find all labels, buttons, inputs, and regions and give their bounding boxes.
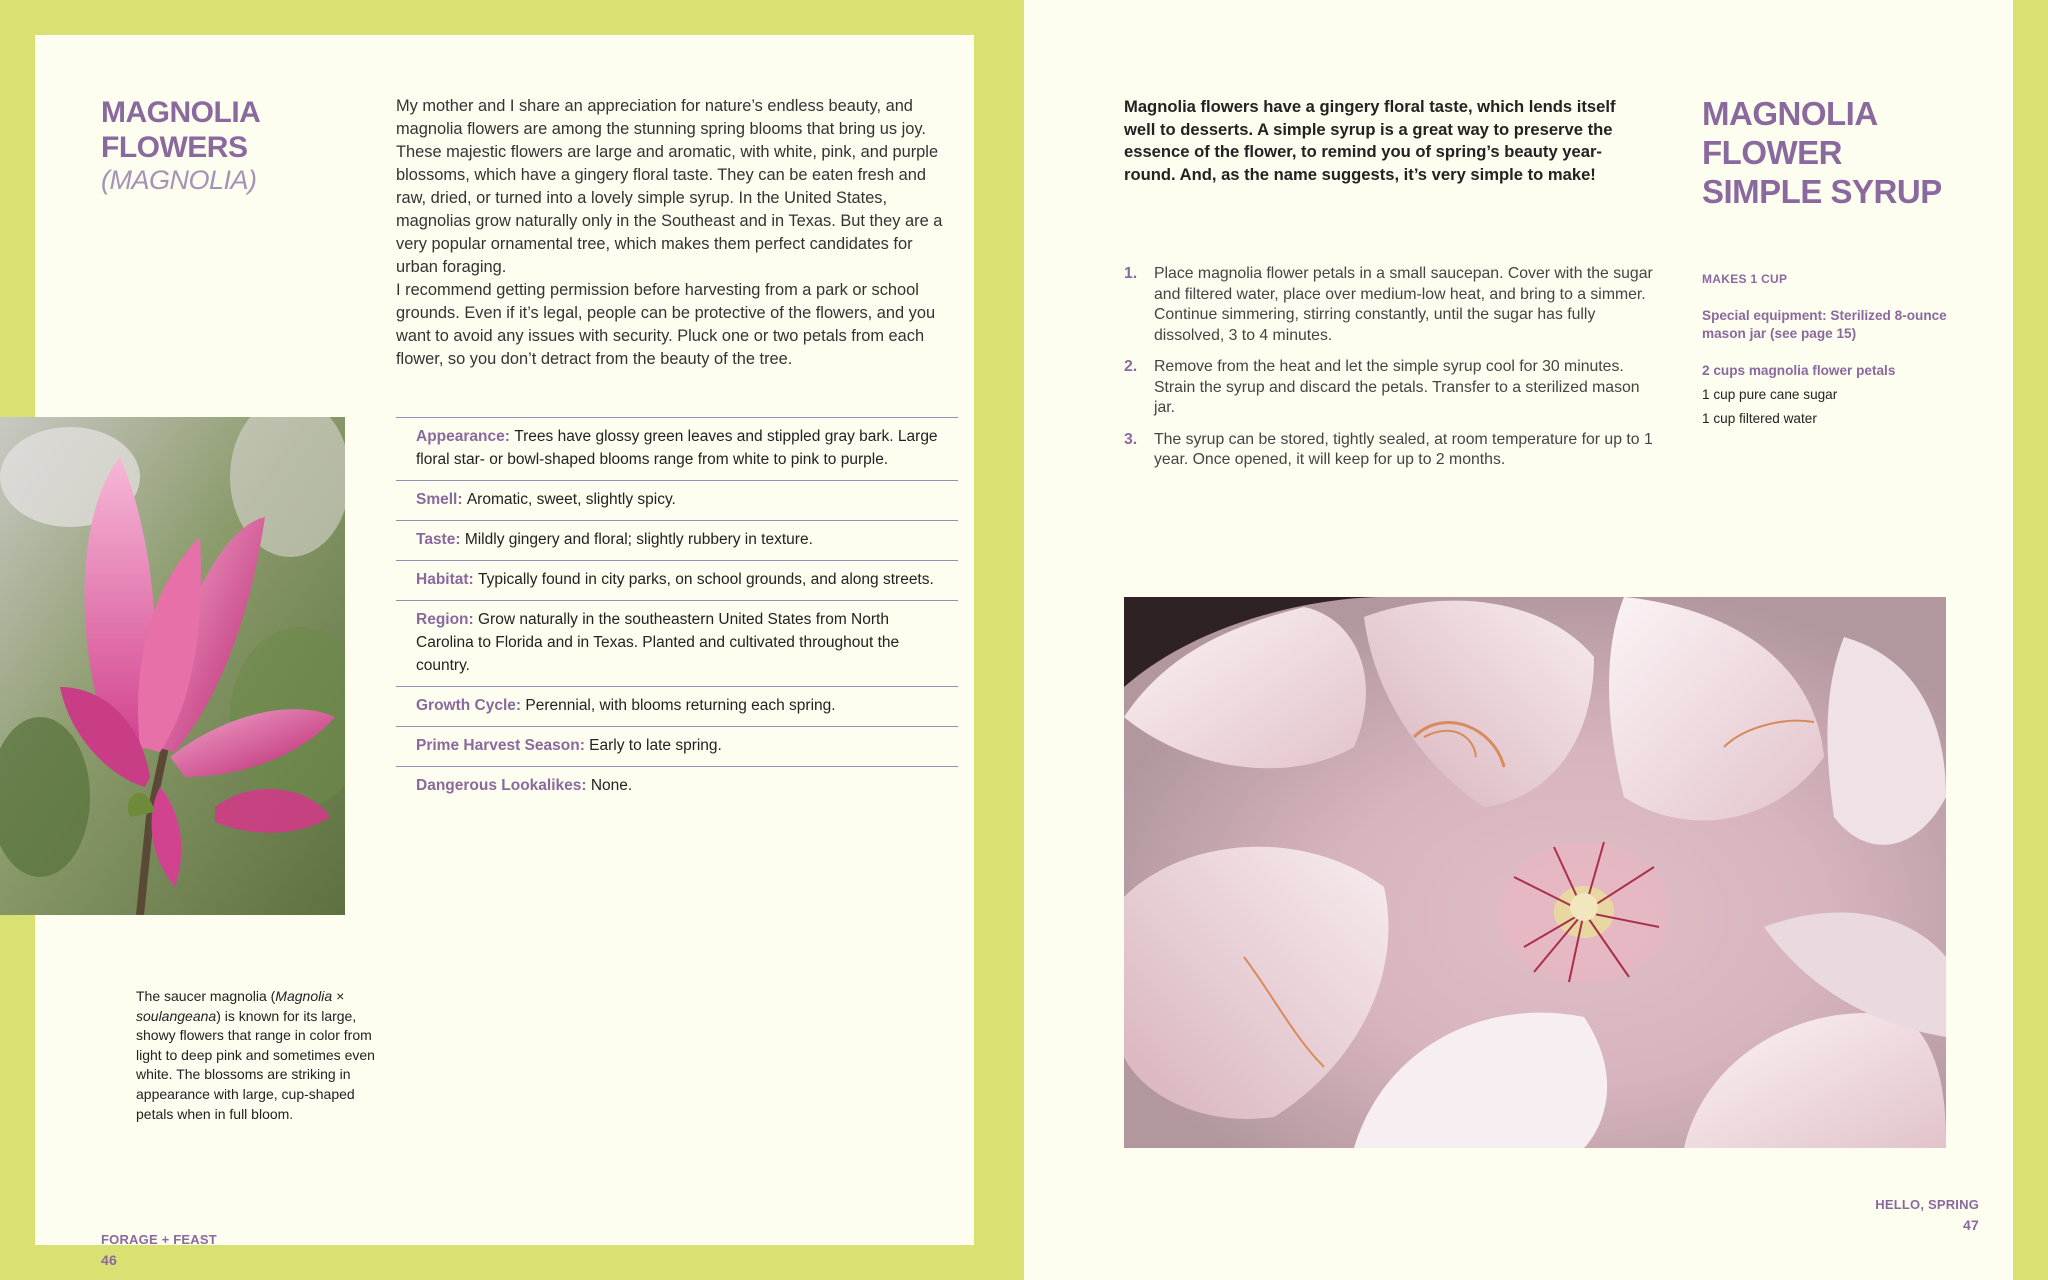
recipe-title-line-3: SIMPLE SYRUP bbox=[1702, 172, 1942, 210]
fact-label: Region: bbox=[416, 611, 474, 628]
ingredient: 1 cup filtered water bbox=[1702, 411, 1817, 426]
step-text: Remove from the heat and let the simple syrup cool for 30 minutes. Strain the syrup and discard the petals. Transfer to a sterilized mason jar. bbox=[1154, 358, 1640, 416]
fact-value: Perennial, with blooms returning each spring. bbox=[525, 697, 836, 714]
folio-label: HELLO, SPRING bbox=[1875, 1197, 1979, 1212]
fact-value: Trees have glossy green leaves and stippled gray bark. Large floral star- or bowl-shaped blooms range from white to pink to purple. bbox=[416, 428, 938, 468]
fact-row-appearance bbox=[396, 418, 958, 481]
recipe-intro: Magnolia flowers have a gingery floral taste, which lends itself well to desserts. A simple syrup is a great way to preserve the essence of the flower, to remind you of spring’s beauty year-round. And, as the name suggests, it’s very simple to make! bbox=[1124, 97, 1616, 184]
recipe-title-line-2: FLOWER bbox=[1702, 133, 1842, 171]
title-line-1: MAGNOLIA bbox=[101, 96, 261, 129]
fact-row-lookalikes bbox=[396, 767, 958, 806]
fact-label: Prime Harvest Season: bbox=[416, 737, 585, 754]
intro-paragraph-2: I recommend getting permission before harvesting from a park or school grounds. Even if it’s legal, people can be protective of the flowers, and you want to avoid any issues with security. Pluck one or two petals from each flower, so you don’t detract from the beauty of the tree. bbox=[396, 281, 936, 368]
page-number: 46 bbox=[101, 1252, 117, 1268]
fact-label: Habitat: bbox=[416, 571, 474, 588]
recipe-step bbox=[1124, 264, 1664, 346]
fact-label: Growth Cycle: bbox=[416, 697, 522, 714]
photo-caption bbox=[136, 987, 386, 1124]
fact-value: Mildly gingery and floral; slightly rubbery in texture. bbox=[464, 531, 813, 548]
page-title bbox=[101, 95, 321, 197]
right-page bbox=[1024, 0, 2013, 1280]
folio-label: FORAGE + FEAST bbox=[101, 1232, 217, 1247]
fact-row-region bbox=[396, 601, 958, 687]
fact-value: Grow naturally in the southeastern United States from North Carolina to Florida and in Texas. Planted and cultivated throughout the country. bbox=[416, 611, 900, 674]
intro-paragraph-1: My mother and I share an appreciation for nature’s endless beauty, and magnolia flowers are among the stunning spring blooms that bring us joy. These majestic flowers are large and aromatic, with white, pink, and purple blossoms, which have a gingery floral taste. They can be eaten fresh and raw, dried, or turned into a lovely simple syrup. In the United States, magnolias grow naturally only in the Southeast and in Texas. But they are a very popular ornamental tree, which makes them perfect candidates for urban foraging. bbox=[396, 97, 943, 276]
fact-row-smell bbox=[396, 481, 958, 521]
magnolia-tree-photo bbox=[0, 417, 345, 915]
folio-right bbox=[1875, 1195, 1979, 1235]
fact-value: Early to late spring. bbox=[589, 737, 722, 754]
recipe-title bbox=[1702, 95, 2002, 212]
caption-species: Magnolia × soulangeana bbox=[136, 988, 345, 1024]
special-equipment: Special equipment: Sterilized 8-ounce mason jar (see page 15) bbox=[1702, 308, 1947, 341]
recipe-step bbox=[1124, 430, 1664, 471]
fact-label: Dangerous Lookalikes: bbox=[416, 777, 587, 794]
recipe-steps bbox=[1124, 264, 1664, 482]
step-number: 2. bbox=[1124, 358, 1138, 375]
ingredient: 1 cup pure cane sugar bbox=[1702, 387, 1838, 402]
page-number: 47 bbox=[1963, 1217, 1979, 1233]
title-line-2: FLOWERS bbox=[101, 131, 248, 165]
fact-label: Taste: bbox=[416, 531, 461, 548]
intro-text bbox=[396, 95, 956, 371]
caption-suffix: ) is known for its large, showy flowers that range in color from light to deep pink and sometimes even white. The blossoms are striking in appearance with large, cup-shaped petals when in full bloom. bbox=[136, 1007, 375, 1122]
fact-row-habitat bbox=[396, 561, 958, 601]
ingredient-primary: 2 cups magnolia flower petals bbox=[1702, 363, 1896, 378]
fact-value: Aromatic, sweet, slightly spicy. bbox=[466, 491, 676, 508]
fact-row-growth-cycle bbox=[396, 687, 958, 727]
step-number: 3. bbox=[1124, 430, 1138, 448]
recipe-step bbox=[1124, 357, 1664, 419]
fact-value: Typically found in city parks, on school grounds, and along streets. bbox=[478, 571, 934, 588]
step-text: Place magnolia flower petals in a small saucepan. Cover with the sugar and filtered water, place over medium-low heat, and bring to a simmer. Continue simmering, stirring constantly, until the sugar has fully dissolved, 3 to 4 minutes. bbox=[1154, 265, 1653, 344]
recipe-title-line-1: MAGNOLIA bbox=[1702, 95, 1878, 132]
fact-row-harvest-season bbox=[396, 727, 958, 767]
recipe-meta bbox=[1702, 270, 1962, 434]
fact-value: None. bbox=[590, 777, 633, 794]
latin-name: (MAGNOLIA) bbox=[101, 165, 257, 196]
facts-table bbox=[396, 417, 958, 806]
fact-row-taste bbox=[396, 521, 958, 561]
magnolia-closeup-photo bbox=[1124, 597, 1946, 1148]
recipe-yield: MAKES 1 CUP bbox=[1702, 272, 1788, 286]
caption-prefix: The saucer magnolia ( bbox=[136, 988, 276, 1004]
fact-label: Appearance: bbox=[416, 428, 510, 445]
folio-left bbox=[101, 1230, 217, 1270]
fact-label: Smell: bbox=[416, 491, 463, 508]
step-number: 1. bbox=[1124, 265, 1138, 282]
step-text: The syrup can be stored, tightly sealed, at room temperature for up to 1 year. Once opened, it will keep for up to 2 months. bbox=[1154, 430, 1653, 468]
